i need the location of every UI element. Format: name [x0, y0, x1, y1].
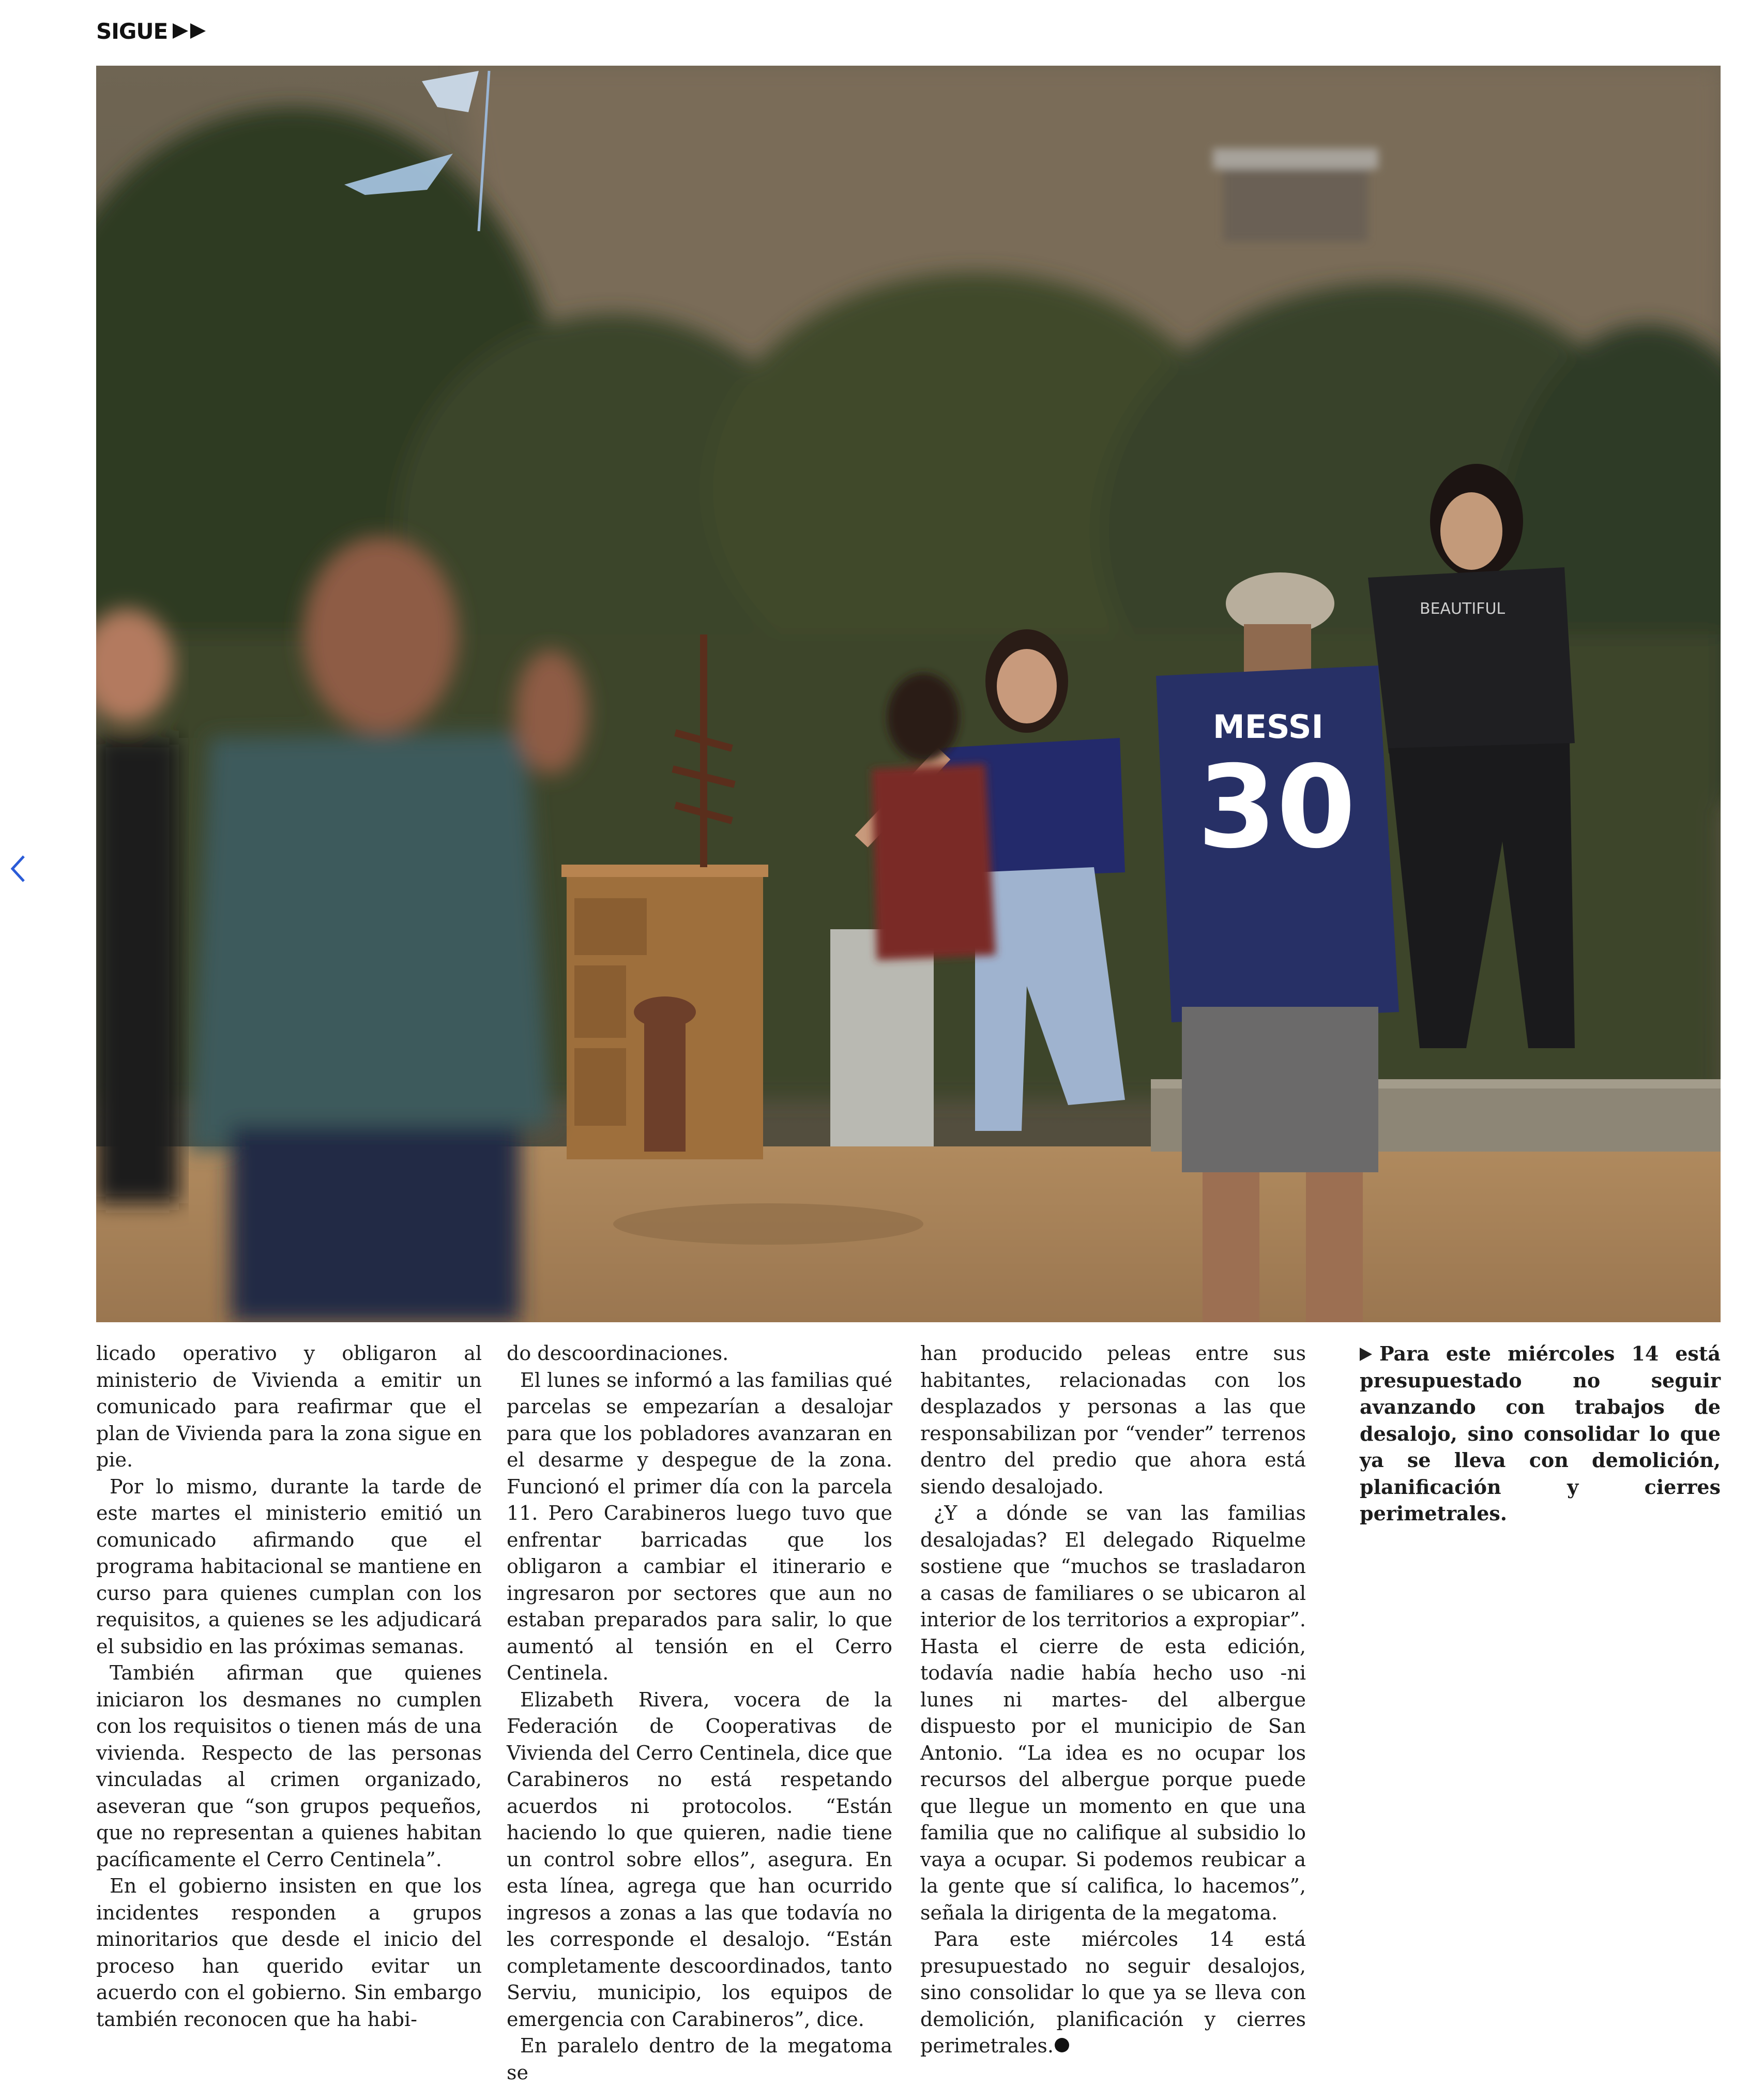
chevron-left-icon: [8, 853, 29, 884]
paragraph: El lunes se informó a las familias qué parcelas se empezarían a desalojar para que los pobladores avanzaran en el desarme y despegue de la zona. Funcionó el primer día con la parcela 11. Pero Carabineros luego tuvo que enfrentar barricadas que los obligaron a cambiar el itinerario e ingresaron por sectores que aun no estaban preparados para salir, lo que aumentó al tensión en el Cerro Centinela.: [507, 1368, 892, 1684]
paragraph: Por lo mismo, durante la tarde de este martes el ministerio emitió un comunicado afirmando que el programa habitacional se mantiene en curso para quienes cumplan con los requisitos, a quienes se les adjudicará el subsidio en las próximas semanas.: [96, 1475, 482, 1658]
photo-scene: [96, 66, 1721, 1322]
paragraph-text: Para este miércoles 14 está presupuestado no seguir desalojos, sino consolidar lo que ya se lleva con demolición, planificación y cierres perimetrales.: [920, 1928, 1306, 2057]
paragraph-final: [920, 1926, 1306, 2060]
section-header: [96, 16, 208, 47]
pull-quote-column: [1360, 1340, 1721, 1527]
paragraph: do descoordinaciones.: [507, 1342, 729, 1365]
paragraph: licado operativo y obligaron al ministerio de Vivienda a emitir un comunicado para reafirmar que el plan de Vivienda para la zona sigue en pie.: [96, 1342, 482, 1471]
paragraph: ¿Y a dónde se van las familias desalojadas? El delegado Riquelme sostiene que “muchos se trasladaron a casas de familiares o se ubicaron al interior de los territorios a expropiar”. Hasta el cierre de esta edición, todavía nadie había hecho uso -ni lunes ni martes- del albergue dispuesto por el municipio de San Antonio. “La idea es no ocupar los recursos del albergue porque puede que llegue un momento en que una familia que no califique al subsidio lo vaya a ocupar. Si podemos reubicar a la gente que sí califica, lo hacemos”, señala la dirigenta de la megatoma.: [920, 1502, 1306, 1924]
paragraph: También afirman que quienes iniciaron los desmanes no cumplen con los requisitos o tienen más de una vivienda. Respecto de las personas vinculadas al crimen organizado, aseveran que “son grupos pequeños, que no representan a quienes habitan pacíficamente el Cerro Centinela”.: [96, 1661, 482, 1871]
shirt-number-text: 30: [1197, 741, 1356, 873]
paragraph: En paralelo dentro de la megatoma se: [507, 2034, 892, 2084]
pull-quote-text: Para este miércoles 14 está presupuestado no seguir avanzando con trabajos de desalojo, sino consolidar lo que ya se lleva con demolición, planificación y cierres perimetrales.: [1360, 1342, 1721, 1525]
distant-house: [1213, 148, 1378, 241]
paragraph: En el gobierno insisten en que los incidentes responden a grupos minoritarios que desde el inicio del proceso han querido evitar un acuerdo con el gobierno. Sin embargo también reconocen que ha habi-: [96, 1875, 482, 2031]
article-column-3: [920, 1340, 1306, 2060]
triangle-bullet-icon: [1360, 1348, 1372, 1361]
pull-quote: [1360, 1340, 1721, 1527]
paragraph: Elizabeth Rivera, vocera de la Federación de Cooperativas de Vivienda del Cerro Centinela, dice que Carabineros no está respetando acuerdos ni protocolos. “Están haciendo lo que quieren, nadie tiene un control sobre ellos”, asegura. En esta línea, agrega que han ocurrido ingresos a zonas a las que todavía no les corresponde el desalojo. “Están completamente descoordinados, tanto Serviu, municipio, los equipos de emergencia con Carabineros”, dice.: [507, 1688, 892, 2031]
article-photo: [96, 66, 1721, 1322]
tshirt-text: BEAUTIFUL: [1420, 600, 1506, 618]
end-of-article-icon: [1055, 2038, 1069, 2052]
double-arrow-right-icon: [173, 22, 208, 40]
section-label: SIGUE: [96, 18, 168, 44]
article-column-2: [507, 1340, 892, 2086]
shirt-name-text: MESSI: [1213, 708, 1324, 746]
paragraph: han producido peleas entre sus habitantes, relacionadas con los desplazados y personas a las que responsabilizan por “vender” terrenos dentro del predio que ahora está siendo desalojado.: [920, 1342, 1306, 1498]
prev-page-button[interactable]: [4, 848, 33, 889]
article-column-1: [96, 1340, 482, 2033]
